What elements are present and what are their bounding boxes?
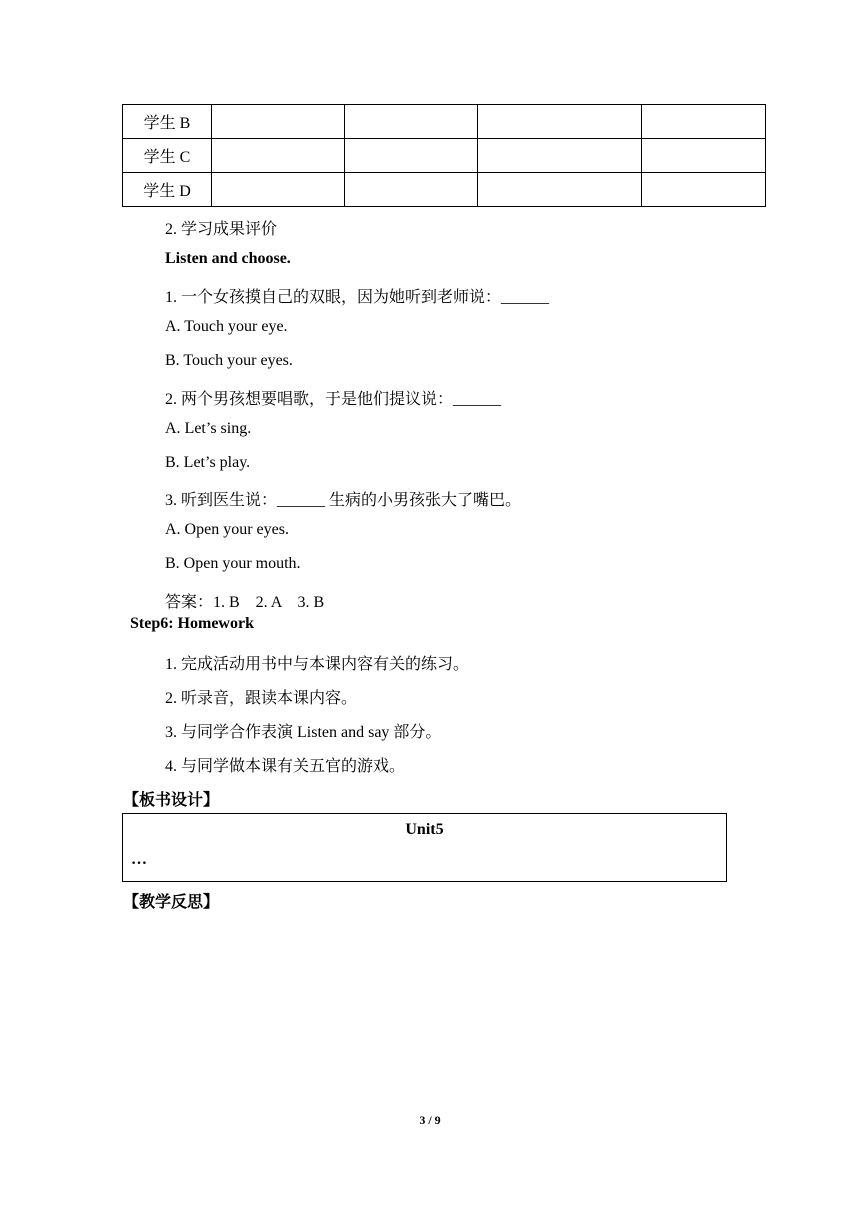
homework-item: 4. 与同学做本课有关五官的游戏。	[165, 758, 406, 775]
option-a: A. Open your eyes.	[165, 521, 289, 538]
step6-heading: Step6: Homework	[130, 615, 254, 632]
option-b: B. Touch your eyes.	[165, 352, 293, 369]
table-row	[123, 139, 766, 173]
table-row	[123, 105, 766, 139]
table-cell	[212, 105, 345, 139]
option-a: A. Touch your eye.	[165, 318, 288, 335]
homework-item: 2. 听录音，跟读本课内容。	[165, 690, 358, 707]
row-label: 学生 B	[123, 105, 212, 139]
option-a: A. Let’s sing.	[165, 420, 252, 437]
listen-heading: Listen and choose.	[165, 250, 291, 267]
board-design-heading: 【板书设计】	[123, 792, 220, 809]
table-cell	[212, 173, 345, 207]
table-cell	[478, 139, 642, 173]
homework-item: 1. 完成活动用书中与本课内容有关的练习。	[165, 656, 470, 673]
row-label: 学生 C	[123, 139, 212, 173]
table-cell	[478, 173, 642, 207]
table-cell	[345, 105, 478, 139]
section-heading: 2. 学习成果评价	[165, 221, 278, 238]
table-row	[123, 173, 766, 207]
homework-item: 3. 与同学合作表演 Listen and say 部分。	[165, 724, 442, 741]
table-cell	[642, 173, 766, 207]
board-design-box	[122, 813, 727, 882]
table-cell	[345, 173, 478, 207]
table-cell	[345, 139, 478, 173]
teaching-reflection-heading: 【教学反思】	[123, 894, 220, 911]
page-number: 3 / 9	[419, 1113, 441, 1127]
question-3: 3. 听到医生说：______ 生病的小男孩张大了嘴巴。	[165, 492, 522, 509]
table-cell	[642, 105, 766, 139]
option-b: B. Open your mouth.	[165, 555, 301, 572]
board-title: Unit5	[405, 821, 444, 838]
question-2: 2. 两个男孩想要唱歌，于是他们提议说：______	[165, 391, 502, 408]
evaluation-table	[122, 104, 766, 207]
board-content: …	[131, 851, 147, 868]
table-cell	[212, 139, 345, 173]
table-cell	[642, 139, 766, 173]
row-label: 学生 D	[123, 173, 212, 207]
answers: 答案：1. B 2. A 3. B	[165, 594, 325, 611]
question-1: 1. 一个女孩摸自己的双眼，因为她听到老师说：______	[165, 289, 550, 306]
table-cell	[478, 105, 642, 139]
option-b: B. Let’s play.	[165, 454, 251, 471]
